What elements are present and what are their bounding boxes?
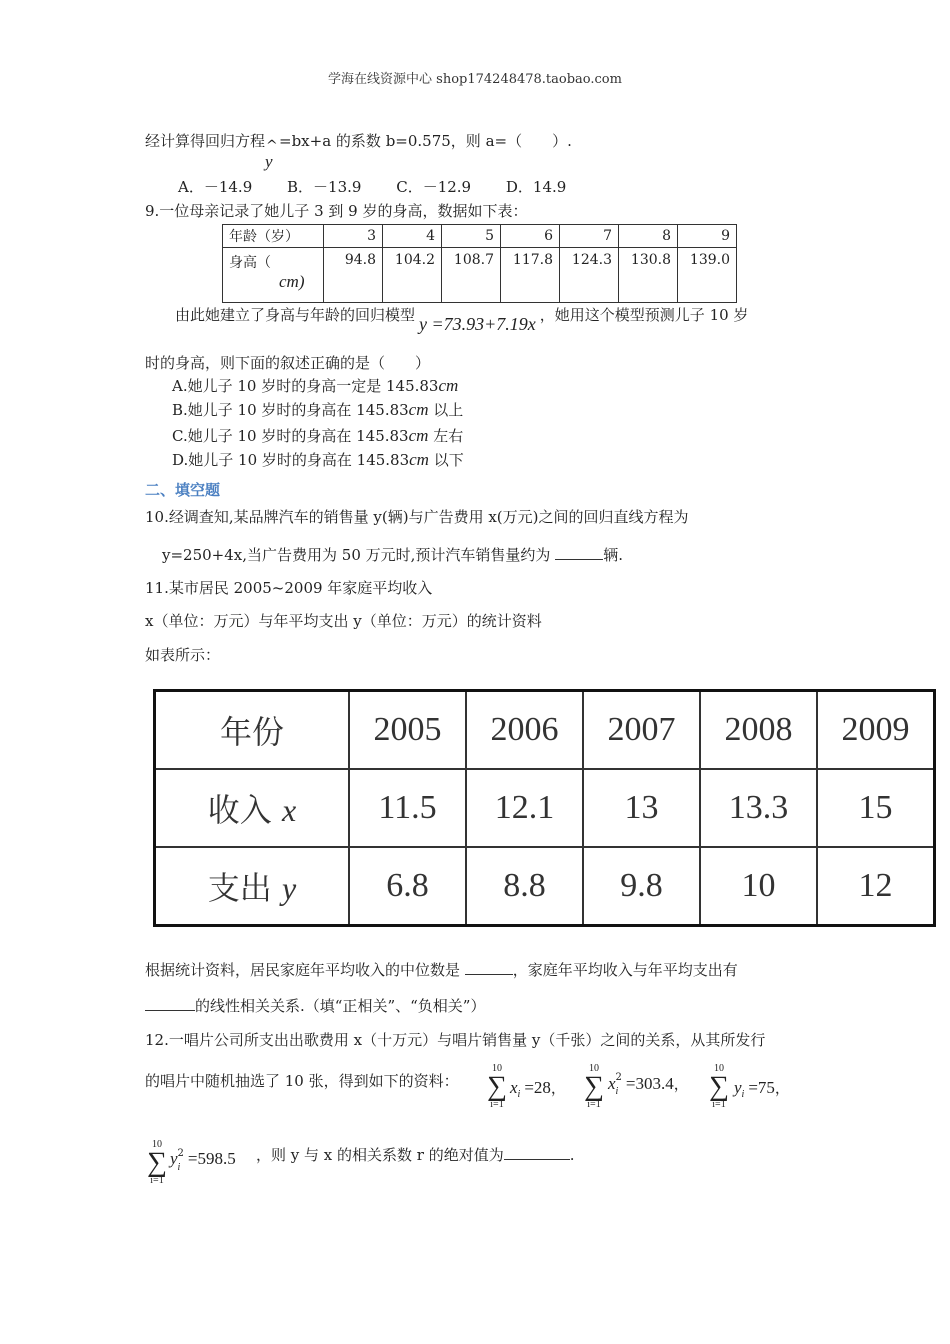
q11-line3: 如表所示： xyxy=(145,646,221,664)
age-header: 年龄（岁） xyxy=(223,225,324,248)
answer-blank xyxy=(555,545,603,560)
q12-line2: 的唱片中随机抽选了 10 张，得到如下的资料： xyxy=(145,1072,459,1090)
q9-option-d: D.她儿子 10 岁时的身高在 145.83cm 以下 xyxy=(172,450,464,469)
table-cell: 15 xyxy=(817,769,935,847)
income-header: 收入 x xyxy=(155,769,350,847)
q11-line1: 11.某市居民 2005~2009 年家庭平均收入 xyxy=(145,579,433,597)
table-cell: 2009 xyxy=(817,691,935,770)
table-cell: 139.0 xyxy=(678,248,737,303)
table-cell: 5 xyxy=(442,225,501,248)
table-cell: 8.8 xyxy=(466,847,583,926)
sigma-icon: 10 ∑ i=1 xyxy=(709,1063,729,1110)
q10-line1: 10.经调查知,某品牌汽车的销售量 y(辆)与广告费用 x(万元)之间的回归直线方程为 xyxy=(145,508,689,526)
q8-option-d: D．14.9 xyxy=(505,178,567,196)
table-row xyxy=(155,769,935,847)
sigma-icon: 10 ∑ i=1 xyxy=(147,1139,167,1186)
table-cell: 108.7 xyxy=(442,248,501,303)
sum-y2-value: y 2 i =598.5 xyxy=(170,1148,236,1173)
q9-stem: 9.一位母亲记录了她儿子 3 到 9 岁的身高，数据如下表： xyxy=(145,202,528,220)
q11-after2: 的线性相关关系.（填“正相关”、“负相关”） xyxy=(145,996,485,1016)
sum-x-value: $x_i =28$， xyxy=(510,1078,566,1100)
q10-line2: y=250+4x,当广告费用为 50 万元时,预计汽车销售量约为 辆. xyxy=(162,546,623,564)
section-title: 二、填空题 xyxy=(145,481,221,499)
year-header: 年份 xyxy=(155,691,350,770)
sum-y-value: $y_i =75$， xyxy=(734,1078,790,1100)
table-row xyxy=(155,691,935,770)
sum-x2-value: x 2 i =303.4， xyxy=(608,1072,689,1097)
q9-cont: 时的身高，则下面的叙述正确的是（ ） xyxy=(145,354,431,372)
regression-equation: y =73.93+7.19x xyxy=(419,314,536,334)
table-cell: 9 xyxy=(678,225,737,248)
page-header: 学海在线资源中心 shop174248478.taobao.com xyxy=(328,72,622,87)
table-row xyxy=(155,847,935,926)
q8-option-a: A．－14.9 xyxy=(178,178,253,196)
answer-blank xyxy=(504,1145,570,1160)
table-cell: 9.8 xyxy=(583,847,700,926)
sigma-icon: 10 ∑ i=1 xyxy=(584,1063,604,1110)
income-table xyxy=(153,689,936,927)
table-cell: 2005 xyxy=(349,691,466,770)
table-row xyxy=(223,248,737,303)
q8-option-b: B．－13.9 xyxy=(287,178,362,196)
height-table xyxy=(222,224,737,303)
table-cell: 13.3 xyxy=(700,769,817,847)
q12-line3: ，则 y 与 x 的相关系数 r 的绝对值为 . xyxy=(256,1146,575,1164)
sigma-icon: 10 ∑ i=1 xyxy=(487,1063,507,1110)
table-cell: 4 xyxy=(383,225,442,248)
q8-text: 经计算得回归方程 ^ y =bx+a 的系数 b=0.575，则 a=（ ）. xyxy=(145,132,572,171)
table-cell: 117.8 xyxy=(501,248,560,303)
expense-header: 支出 y xyxy=(155,847,350,926)
table-cell: 94.8 xyxy=(324,248,383,303)
q8-text-post: =bx+a 的系数 b=0.575，则 a=（ ）. xyxy=(279,132,572,150)
table-cell: 2008 xyxy=(700,691,817,770)
table-cell: 130.8 xyxy=(619,248,678,303)
q8-text-pre: 经计算得回归方程 xyxy=(145,132,266,150)
table-cell: 6 xyxy=(501,225,560,248)
q11-after1: 根据统计资料，居民家庭年平均收入的中位数是 ，家庭年平均收入与年平均支出有 xyxy=(145,961,738,979)
q8-option-c: C．－12.9 xyxy=(396,178,472,196)
table-cell: 10 xyxy=(700,847,817,926)
height-header: 身高（ cm) xyxy=(223,248,324,303)
table-cell: 104.2 xyxy=(383,248,442,303)
q11-line2: x（单位：万元）与年平均支出 y（单位：万元）的统计资料 xyxy=(145,612,542,630)
table-cell: 6.8 xyxy=(349,847,466,926)
table-cell: 124.3 xyxy=(560,248,619,303)
q9-option-c: C.她儿子 10 岁时的身高在 145.83cm 左右 xyxy=(172,426,464,445)
table-cell: 3 xyxy=(324,225,383,248)
table-cell: 8 xyxy=(619,225,678,248)
answer-blank xyxy=(145,996,195,1011)
table-cell: 12.1 xyxy=(466,769,583,847)
q8-options xyxy=(178,177,566,197)
q12-line1: 12.一唱片公司所支出出歌费用 x（十万元）与唱片销售量 y（千张）之间的关系，从其所发行 xyxy=(145,1031,766,1049)
answer-blank xyxy=(465,960,513,975)
table-cell: 2006 xyxy=(466,691,583,770)
table-cell: 12 xyxy=(817,847,935,926)
table-row xyxy=(223,225,737,248)
table-cell: 11.5 xyxy=(349,769,466,847)
table-cell: 7 xyxy=(560,225,619,248)
table-cell: 2007 xyxy=(583,691,700,770)
hat-icon: ^ xyxy=(266,138,278,154)
q9-option-b: B.她儿子 10 岁时的身高在 145.83cm 以上 xyxy=(172,400,464,419)
q9-model-line: 由此她建立了身高与年龄的回归模型 y =73.93+7.19x ，她用这个模型预测儿子 10 岁 xyxy=(175,306,749,334)
table-cell: 13 xyxy=(583,769,700,847)
q9-option-a: A.她儿子 10 岁时的身高一定是 145.83cm xyxy=(172,376,459,395)
